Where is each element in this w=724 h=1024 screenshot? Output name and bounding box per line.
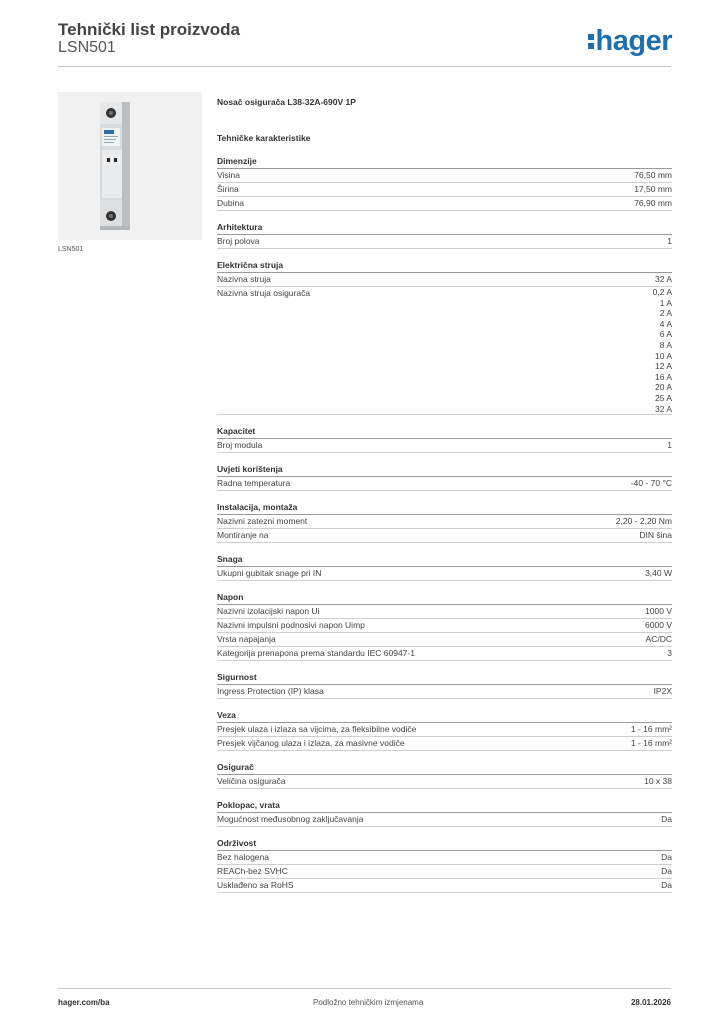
- product-name: Nosač osigurača L38-32A-690V 1P: [217, 97, 356, 107]
- spec-row: [217, 439, 672, 453]
- spec-value-item: 20 A: [654, 382, 672, 393]
- spec-value: -40 - 70 °C: [630, 478, 672, 489]
- spec-value: Da: [661, 866, 672, 877]
- spec-label: Usklađeno sa RoHS: [217, 880, 294, 891]
- spec-label: Visina: [217, 170, 240, 180]
- footer-note: Podložno tehničkim izmjenama: [313, 998, 424, 1007]
- spec-label: Nazivni izolacijski napon Ui: [217, 606, 320, 617]
- spec-label: Presjek vijčanog ulaza i izlaza, za masivne vodiče: [217, 738, 405, 749]
- spec-section: [217, 501, 672, 543]
- section-title: Dimenzije: [217, 155, 672, 169]
- spec-section: [217, 837, 672, 893]
- spec-row: [217, 851, 672, 865]
- spec-section: [217, 155, 672, 211]
- product-image: [58, 92, 202, 240]
- spec-content: [217, 95, 672, 893]
- spec-label: Kategorija prenapona prema standardu IEC 60947-1: [217, 648, 415, 659]
- tech-heading: Tehničke karakteristike: [217, 133, 311, 143]
- spec-section: [217, 221, 672, 249]
- section-title: Snaga: [217, 553, 672, 567]
- spec-label: REACh-bez SVHC: [217, 866, 288, 877]
- section-title: Veza: [217, 709, 672, 723]
- spec-label: Nazivna struja osigurača: [217, 288, 311, 298]
- spec-value: 2,20 - 2,20 Nm: [615, 516, 672, 527]
- footer-divider: [58, 988, 671, 989]
- spec-section: [217, 463, 672, 491]
- spec-value: 6000 V: [645, 620, 672, 631]
- spec-row: [217, 775, 672, 789]
- spec-value: Da: [661, 852, 672, 863]
- spec-label: Širina: [217, 184, 239, 194]
- image-caption: LSN501: [58, 246, 84, 253]
- spec-value: IP2X: [653, 686, 672, 697]
- spec-row: [217, 235, 672, 249]
- spec-section: [217, 425, 672, 453]
- spec-label: Vrsta napajanja: [217, 634, 276, 645]
- spec-label: Dubina: [217, 198, 244, 208]
- spec-row: [217, 813, 672, 827]
- section-title: Arhitektura: [217, 221, 672, 235]
- product-code: LSN501: [58, 39, 116, 56]
- spec-label: Ingress Protection (IP) klasa: [217, 686, 324, 697]
- spec-value-item: 6 A: [659, 329, 672, 340]
- spec-value: 17,50 mm: [634, 184, 672, 194]
- footer-date: 28.01.2026: [630, 998, 671, 1007]
- spec-row: [217, 605, 672, 619]
- spec-row: [217, 879, 672, 893]
- spec-label: Bez halogena: [217, 852, 269, 863]
- spec-row: [217, 723, 672, 737]
- spec-value: AC/DC: [645, 634, 672, 645]
- section-title: Instalacija, montaža: [217, 501, 672, 515]
- spec-row: [217, 685, 672, 699]
- spec-value: 3: [667, 648, 672, 659]
- spec-value: 3,40 W: [645, 568, 672, 579]
- spec-section: [217, 671, 672, 699]
- spec-value: 76,90 mm: [634, 198, 672, 208]
- spec-row: [217, 183, 672, 197]
- header-divider: [58, 66, 671, 67]
- spec-section: [217, 799, 672, 827]
- spec-row: [217, 197, 672, 211]
- spec-value: 1 - 16 mm²: [630, 724, 672, 735]
- spec-row: [217, 169, 672, 183]
- spec-row: [217, 515, 672, 529]
- spec-sections: [217, 155, 672, 893]
- spec-value: 10 x 38: [644, 776, 672, 787]
- spec-section: [217, 591, 672, 661]
- spec-row: [217, 633, 672, 647]
- spec-row: [217, 619, 672, 633]
- spec-value-item: 32 A: [654, 403, 672, 414]
- spec-value-item: 12 A: [654, 361, 672, 372]
- spec-label: Broj modula: [217, 440, 263, 451]
- section-title: Osigurač: [217, 761, 672, 775]
- spec-value: 76,50 mm: [634, 170, 672, 180]
- section-title: Kapacitet: [217, 425, 672, 439]
- spec-value: 1 - 16 mm²: [630, 738, 672, 749]
- spec-label: Broj polova: [217, 236, 260, 246]
- section-title: Uvjeti korištenja: [217, 463, 672, 477]
- section-title: Poklopac, vrata: [217, 799, 672, 813]
- spec-value-item: 16 A: [654, 371, 672, 382]
- spec-value-item: 4 A: [659, 318, 672, 329]
- hager-logo: [588, 24, 672, 58]
- spec-row: [217, 865, 672, 879]
- spec-label: Nazivna struja: [217, 274, 271, 284]
- spec-value: Da: [661, 880, 672, 891]
- spec-value: DIN šina: [639, 530, 672, 541]
- spec-value: Da: [661, 814, 672, 825]
- spec-row: [217, 273, 672, 287]
- spec-value-item: 1 A: [659, 297, 672, 308]
- spec-label: Mogućnost međusobnog zaključavanja: [217, 814, 364, 825]
- spec-value-item: 10 A: [654, 350, 672, 361]
- spec-label: Ukupni gubitak snage pri IN: [217, 568, 322, 579]
- spec-value-item: 0,2 A: [652, 287, 672, 297]
- spec-section: [217, 259, 672, 415]
- logo-wordmark: hager: [595, 24, 672, 57]
- spec-value: 1: [667, 440, 672, 451]
- spec-label: Nazivni impulsni podnosivi napon Uimp: [217, 620, 365, 631]
- section-title: Napon: [217, 591, 672, 605]
- spec-section: [217, 761, 672, 789]
- section-title: Sigurnost: [217, 671, 672, 685]
- spec-row: [217, 737, 672, 751]
- page-title: Tehnički list proizvoda: [58, 20, 240, 39]
- spec-row: [217, 647, 672, 661]
- spec-label: Radna temperatura: [217, 478, 291, 489]
- spec-value: 32 A: [654, 274, 672, 284]
- section-title: Električna struja: [217, 259, 672, 273]
- spec-value: 1000 V: [645, 606, 672, 617]
- spec-value-item: 8 A: [659, 339, 672, 350]
- spec-label: Montiranje na: [217, 530, 269, 541]
- spec-row: [217, 287, 672, 415]
- spec-section: [217, 709, 672, 751]
- spec-value: [653, 287, 672, 414]
- spec-row: [217, 529, 672, 543]
- section-title: Održivost: [217, 837, 672, 851]
- spec-value-item: 25 A: [654, 392, 672, 403]
- spec-label: Presjek ulaza i izlaza sa vijcima, za fleksibilne vodiče: [217, 724, 417, 735]
- spec-row: [217, 477, 672, 491]
- footer-website[interactable]: hager.com/ba: [58, 998, 110, 1007]
- spec-value-item: 2 A: [659, 308, 672, 319]
- spec-label: Nazivni zatezni moment: [217, 516, 308, 527]
- logo-dots-icon: [588, 31, 594, 52]
- spec-label: Veličina osigurača: [217, 776, 286, 787]
- spec-value: 1: [667, 236, 672, 246]
- spec-row: [217, 567, 672, 581]
- spec-section: [217, 553, 672, 581]
